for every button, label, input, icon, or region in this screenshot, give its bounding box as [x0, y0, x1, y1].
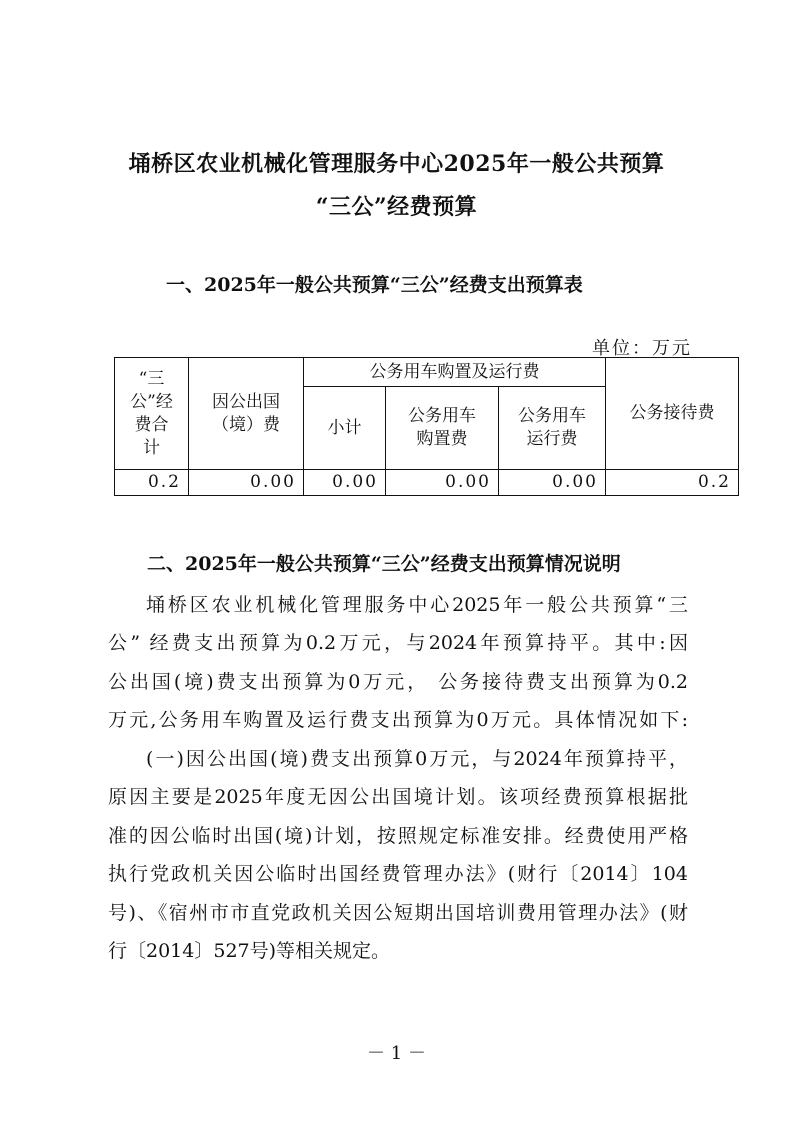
header-overseas-line: （境）费 [212, 414, 280, 435]
header-vehicle-purchase [386, 387, 499, 470]
header-vehicle-operation-line: 运行费 [526, 429, 578, 449]
header-reception: 公务接待费 [606, 358, 739, 470]
cell-overseas: 0.00 [189, 470, 304, 496]
unit-label: 单位：万元 [592, 338, 692, 359]
page-number: － 1 － [367, 1043, 426, 1064]
section-heading-explanation: 二、2025年一般公共预算“三公”经费支出预算情况说明 [147, 553, 621, 575]
paragraph-line: (一)因公出国(境)费支出预算0万元，与2024年预算持平， [146, 748, 688, 770]
paragraph-overseas-detail [108, 740, 688, 970]
header-vehicle-purchase-line: 购置费 [416, 429, 468, 449]
cell-vehicle-purchase: 0.00 [386, 470, 499, 496]
header-overseas [189, 358, 304, 470]
document-title-line-1: 埇桥区农业机械化管理服务中心2025年一般公共预算 [128, 151, 665, 177]
header-vehicle-operation [499, 387, 606, 470]
paragraph-line: 号)、《宿州市市直党政机关因公短期出国培训费用管理办法》(财 [108, 901, 688, 924]
header-vehicle-purchase-line: 公务用车 [408, 406, 476, 426]
header-total [115, 358, 189, 470]
header-subtotal: 小计 [304, 387, 386, 470]
paragraph-line: 万元,公务用车购置及运行费支出预算为0万元。具体情况如下: [108, 709, 688, 732]
header-total-line: 计 [143, 437, 160, 458]
budget-table [114, 357, 739, 496]
paragraph-line: 公” 经费支出预算为0.2万元，与2024年预算持平。其中:因 [108, 632, 688, 655]
section-heading-table: 一、2025年一般公共预算“三公”经费支出预算表 [166, 274, 583, 296]
header-total-line: “三 [138, 368, 165, 389]
paragraph-line: 准的因公临时出国(境)计划，按照规定标准安排。经费使用严格 [108, 824, 688, 847]
paragraph-line: 行〔2014〕527号)等相关规定。 [108, 939, 391, 962]
cell-subtotal: 0.00 [304, 470, 386, 496]
paragraph-line: 原因主要是2025年度无因公出国境计划。该项经费预算根据批 [108, 786, 688, 809]
cell-total: 0.2 [115, 470, 189, 496]
cell-vehicle-operation: 0.00 [499, 470, 606, 496]
header-total-line: 公”经 [130, 391, 173, 412]
paragraph-line: 执行党政机关因公临时出国经费管理办法》(财行〔2014〕104 [108, 863, 688, 886]
header-vehicle-group: 公务用车购置及运行费 [304, 358, 606, 387]
header-total-line: 费合 [134, 414, 169, 435]
paragraph-line: 公出国(境)费支出预算为0万元， 公务接待费支出预算为0.2 [108, 670, 688, 693]
header-overseas-line: 因公出国 [212, 391, 280, 412]
paragraph-line: 埇桥区农业机械化管理服务中心2025年一般公共预算“三 [146, 594, 688, 616]
paragraph-summary [108, 586, 688, 740]
document-title-line-2: “三公”经费预算 [315, 194, 478, 220]
cell-reception: 0.2 [606, 470, 739, 496]
header-vehicle-operation-line: 公务用车 [518, 406, 586, 426]
